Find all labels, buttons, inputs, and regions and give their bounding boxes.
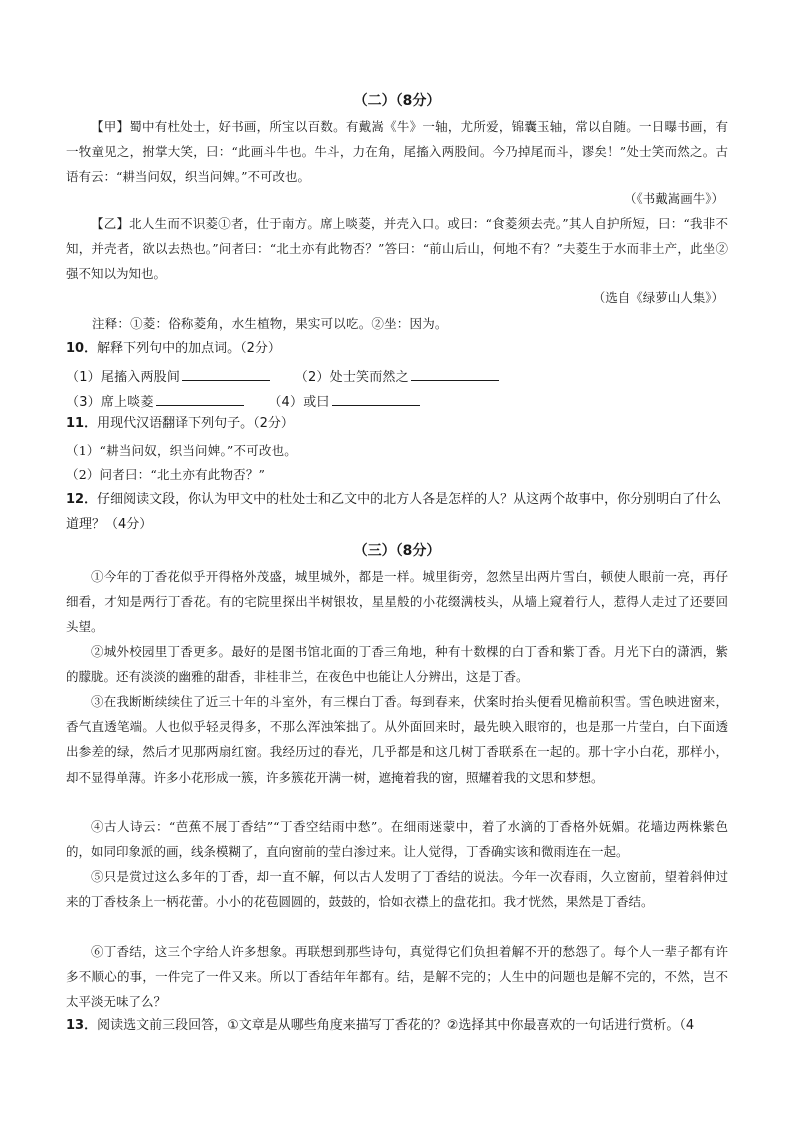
answer-blank[interactable] [156, 392, 244, 406]
passage-paragraph-2: ②城外校园里丁香更多。最好的是图书馆北面的丁香三角地，种有十数棵的白丁香和紫丁香。月光下白的潇洒，紫的朦胧。还有淡淡的幽雅的甜香，非桂非兰，在夜色中也能让人分辨出，这是丁香。 [66, 644, 728, 685]
question-11 [66, 411, 734, 436]
jia-source: （《书戴嵩画牛》） [623, 191, 724, 206]
answer-blank[interactable] [182, 367, 270, 381]
question-text: 阅读选文前三段回答，①文章是从哪些角度来描写丁香花的？②选择其中你最喜欢的一句话进行赏析。（4 [97, 1018, 695, 1033]
question-text: 用现代汉语翻译下列句子。（2分） [97, 416, 294, 431]
passage-paragraph-1: ①今年的丁香花似乎开得格外茂盛，城里城外，都是一样。城里街旁，忽然呈出两片雪白，顿使人眼前一亮，再仔细看，才知是两行丁香花。有的宅院里探出半树银妆，星星般的小花缀满枝头，从墙上窥着行人，惹得人走过了还要回头望。 [66, 569, 728, 635]
question-number: 13． [66, 1018, 98, 1033]
passage-paragraph-3: ③在我断断续续住了近三十年的斗室外，有三棵白丁香。每到春来，伏案时抬头便看见檐前积雪。雪色映进窗来，香气直透笔端。人也似乎轻灵得多，不那么浑浊笨拙了。从外面回来时，最先映入眼帘的，也是那一片莹白，白下面透出参差的绿，然后才见那两扇红窗。我经历过的春光，几乎都是和这几树丁香联系在一起的。那十字小白花，那样小，却不显得单薄。许多小花形成一簇，许多簇花开满一树，遮掩着我的窗，照耀着我的文思和梦想。 [66, 694, 728, 785]
question-text: 解释下列句中的加点词。（2分） [97, 341, 281, 356]
yi-passage: 【乙】北人生而不识菱①者，仕于南方。席上啖菱，并壳入口。或曰：“食菱须去壳。”其人自护所短，曰：“我非不知，并壳者，欲以去热也。”问者曰：“北土亦有此物否？”答曰：“前山后山，何地不有？”夫菱生于水而非土产，此坐②强不知以为知也。 [66, 216, 728, 282]
jia-passage: 【甲】蜀中有杜处士，好书画，所宝以百数。有戴嵩《牛》一轴，尤所爱，锦囊玉轴，常以自随。一日曝书画，有一牧童见之，拊掌大笑，曰：“此画斗牛也。牛斗，力在角，尾搐入两股间。今乃掉尾而斗，谬矣！”处士笑而然之。古语有云：“耕当问奴，织当问婢。”不可改也。 [66, 119, 728, 185]
q10-item-3: （3）席上啖菱 [66, 395, 154, 410]
q10-item-4: （4）或曰 [268, 395, 330, 410]
yi-source: （选自《绿萝山人集》） [592, 290, 724, 305]
section-3-title: （三）（8分） [353, 543, 441, 559]
answer-blank[interactable] [332, 392, 420, 406]
q11-item-2: （2）问者曰：“北土亦有此物否？” [66, 467, 266, 482]
q10-row-1 [66, 366, 499, 385]
answer-blank[interactable] [411, 367, 499, 381]
q10-item-1: （1）尾搐入两股间 [66, 370, 181, 385]
section-2-title: （二）（8分） [353, 93, 441, 109]
question-12 [66, 487, 734, 537]
annotation-notes: 注释：①菱：俗称菱角，水生植物，果实可以吃。②坐：因为。 [92, 316, 448, 331]
q11-item-1: （1）“耕当问奴，织当问婢。”不可改也。 [66, 443, 297, 458]
question-text: 仔细阅读文段，你认为甲文中的杜处士和乙文中的北方人各是怎样的人？从这两个故事中，你分别明白了什么道理？（4分） [66, 492, 722, 532]
question-number: 10． [66, 341, 98, 356]
question-number: 11． [66, 416, 98, 431]
passage-paragraph-6: ⑥丁香结，这三个字给人许多想象。再联想到那些诗句，真觉得它们负担着解不开的愁怨了。每个人一辈子都有许多不顺心的事，一件完了一件又来。所以丁香结年年都有。结，是解不完的；人生中的问题也是解不完的，不然，岂不太平淡无味了么？ [66, 944, 728, 1010]
passage-paragraph-4: ④古人诗云：“芭蕉不展丁香结”“丁香空结雨中愁”。在细雨迷蒙中，着了水滴的丁香格外妩媚。花墙边两株紫色的，如同印象派的画，线条模糊了，直向窗前的莹白渗过来。让人觉得，丁香确实该和微雨连在一起。 [66, 819, 728, 860]
question-10 [66, 336, 734, 361]
question-number: 12． [66, 492, 98, 507]
q10-item-2: （2）处士笑而然之 [294, 370, 409, 385]
q10-row-2 [66, 391, 420, 410]
passage-paragraph-5: ⑤只是赏过这么多年的丁香，却一直不解，何以古人发明了丁香结的说法。今年一次春雨，久立窗前，望着斜伸过来的丁香枝条上一柄花蕾。小小的花苞圆圆的，鼓鼓的，恰如衣襟上的盘花扣。我才恍然，果然是丁香结。 [66, 869, 728, 910]
question-13 [66, 1013, 734, 1038]
